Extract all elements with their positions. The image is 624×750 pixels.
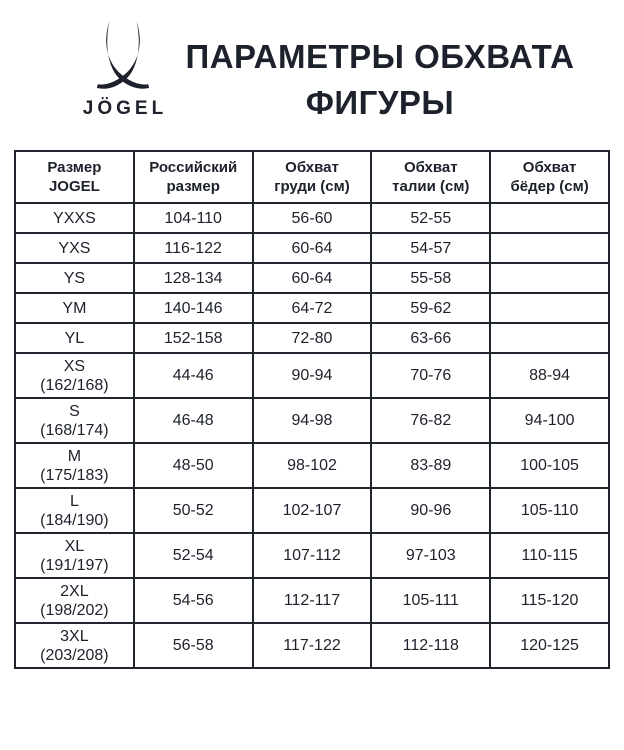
size-cell: YS [15, 263, 134, 293]
value-cell: 46-48 [134, 398, 253, 443]
value-cell: 54-57 [371, 233, 490, 263]
value-cell: 63-66 [371, 323, 490, 353]
value-cell: 83-89 [371, 443, 490, 488]
table-row [15, 398, 609, 443]
value-cell: 64-72 [253, 293, 372, 323]
size-cell: XL (191/197) [15, 533, 134, 578]
column-header: Обхват бёдер (см) [490, 151, 609, 203]
value-cell [490, 203, 609, 233]
value-cell: 72-80 [253, 323, 372, 353]
table-row [15, 623, 609, 668]
value-cell: 152-158 [134, 323, 253, 353]
value-cell: 44-46 [134, 353, 253, 398]
size-table [14, 150, 610, 669]
value-cell: 98-102 [253, 443, 372, 488]
table-row [15, 263, 609, 293]
value-cell: 105-111 [371, 578, 490, 623]
value-cell: 120-125 [490, 623, 609, 668]
value-cell: 115-120 [490, 578, 609, 623]
page-title [160, 34, 600, 126]
size-table-header-row [15, 151, 609, 203]
size-cell: YXXS [15, 203, 134, 233]
size-table-head [15, 151, 609, 203]
value-cell: 104-110 [134, 203, 253, 233]
value-cell: 50-52 [134, 488, 253, 533]
size-cell: S (168/174) [15, 398, 134, 443]
column-header: Обхват талии (см) [371, 151, 490, 203]
table-row [15, 443, 609, 488]
value-cell: 60-64 [253, 233, 372, 263]
size-cell: YXS [15, 233, 134, 263]
value-cell: 70-76 [371, 353, 490, 398]
size-cell: L (184/190) [15, 488, 134, 533]
value-cell: 56-60 [253, 203, 372, 233]
value-cell: 90-94 [253, 353, 372, 398]
size-cell: XS (162/168) [15, 353, 134, 398]
table-row [15, 323, 609, 353]
value-cell: 97-103 [371, 533, 490, 578]
value-cell: 110-115 [490, 533, 609, 578]
value-cell: 48-50 [134, 443, 253, 488]
value-cell: 52-54 [134, 533, 253, 578]
column-header: Обхват груди (см) [253, 151, 372, 203]
value-cell: 112-117 [253, 578, 372, 623]
size-cell: YM [15, 293, 134, 323]
value-cell [490, 233, 609, 263]
table-row [15, 578, 609, 623]
column-header: Российский размер [134, 151, 253, 203]
size-cell: 2XL (198/202) [15, 578, 134, 623]
value-cell: 112-118 [371, 623, 490, 668]
value-cell [490, 263, 609, 293]
size-cell: 3XL (203/208) [15, 623, 134, 668]
table-row [15, 233, 609, 263]
value-cell: 59-62 [371, 293, 490, 323]
size-table-body [15, 203, 609, 668]
table-row [15, 203, 609, 233]
value-cell: 90-96 [371, 488, 490, 533]
value-cell: 128-134 [134, 263, 253, 293]
value-cell: 94-100 [490, 398, 609, 443]
value-cell: 56-58 [134, 623, 253, 668]
value-cell: 107-112 [253, 533, 372, 578]
value-cell: 52-55 [371, 203, 490, 233]
value-cell: 117-122 [253, 623, 372, 668]
table-row [15, 533, 609, 578]
brand-wordmark: JÖGEL [82, 98, 168, 119]
title-line-2: ФИГУРЫ [305, 84, 455, 121]
value-cell: 54-56 [134, 578, 253, 623]
value-cell: 94-98 [253, 398, 372, 443]
page-header [0, 0, 624, 150]
value-cell: 76-82 [371, 398, 490, 443]
column-header: Размер JOGEL [15, 151, 134, 203]
value-cell [490, 293, 609, 323]
value-cell: 102-107 [253, 488, 372, 533]
value-cell: 105-110 [490, 488, 609, 533]
value-cell: 55-58 [371, 263, 490, 293]
table-row [15, 353, 609, 398]
size-cell: M (175/183) [15, 443, 134, 488]
jogel-logo-icon [94, 20, 152, 94]
table-row [15, 488, 609, 533]
value-cell: 100-105 [490, 443, 609, 488]
value-cell: 140-146 [134, 293, 253, 323]
value-cell: 88-94 [490, 353, 609, 398]
value-cell [490, 323, 609, 353]
value-cell: 116-122 [134, 233, 253, 263]
title-line-1: ПАРАМЕТРЫ ОБХВАТА [185, 38, 575, 75]
value-cell: 60-64 [253, 263, 372, 293]
size-cell: YL [15, 323, 134, 353]
table-row [15, 293, 609, 323]
